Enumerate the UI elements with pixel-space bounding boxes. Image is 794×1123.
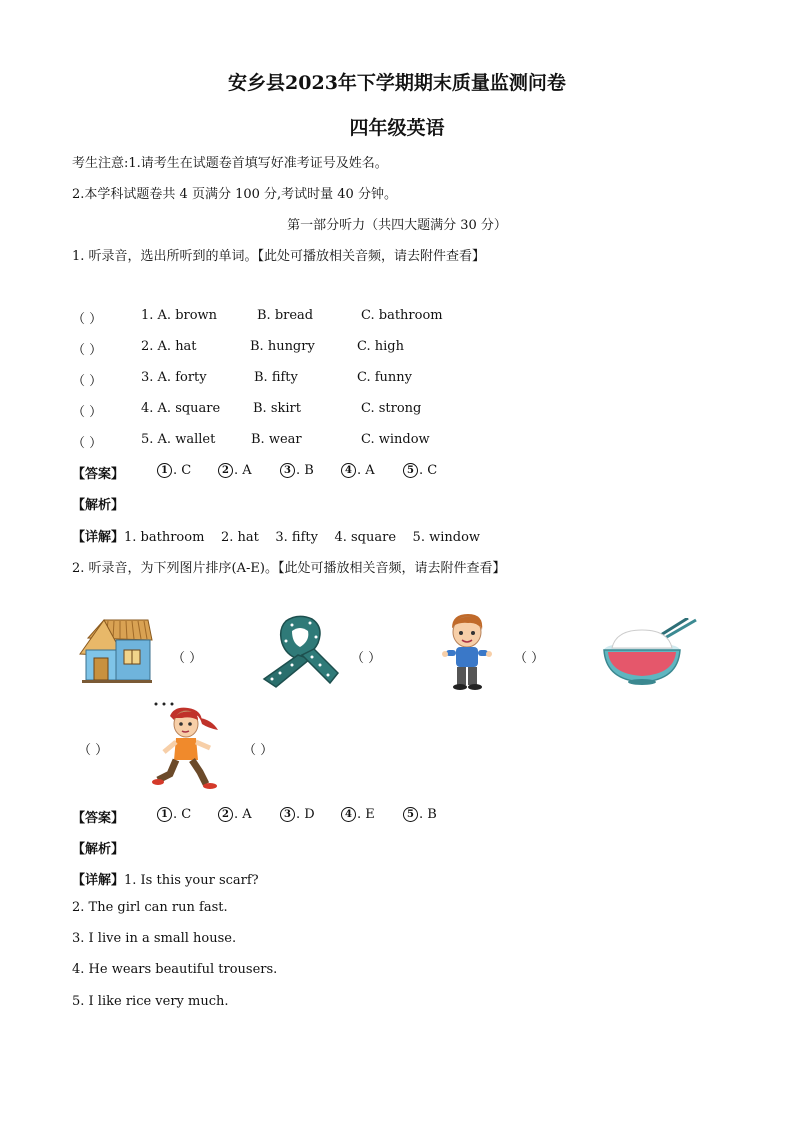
option-a: 1. A. brown — [141, 308, 218, 323]
picture-bracket: （ ） — [172, 651, 203, 666]
answer-value: . A — [234, 463, 252, 478]
q2-answer-3 — [280, 807, 315, 822]
answer-bracket: （ ） — [72, 436, 103, 451]
answer-value: . B — [419, 807, 437, 822]
detail-label: 【详解】 — [72, 530, 125, 545]
circled-number: 3 — [280, 807, 295, 822]
q1-answer-5 — [403, 463, 437, 478]
q2-detail-3: 3. I live in a small house. — [72, 931, 237, 946]
option-c: C. window — [361, 432, 430, 447]
option-b: B. skirt — [253, 401, 301, 416]
option-c: C. high — [357, 339, 404, 354]
q2-answer-2 — [218, 807, 252, 822]
q1-detail — [72, 526, 480, 545]
q1-answer-4 — [341, 463, 375, 478]
answer-value: . D — [296, 807, 315, 822]
circled-number: 1 — [157, 463, 172, 478]
q2-answer-5 — [403, 807, 437, 822]
q2-detail-5: 5. I like rice very much. — [72, 994, 229, 1009]
option-b: B. fifty — [254, 370, 298, 385]
circled-number: 1 — [157, 807, 172, 822]
answer-bracket: （ ） — [72, 405, 103, 420]
q2-detail-2: 2. The girl can run fast. — [72, 900, 228, 915]
q1-answer-label: 【答案】 — [72, 467, 125, 482]
boy-icon — [440, 610, 494, 692]
q2-detail-4: 4. He wears beautiful trousers. — [72, 962, 278, 977]
option-a: 2. A. hat — [141, 339, 197, 354]
q2-answer-label: 【答案】 — [72, 811, 125, 826]
picture-bracket: （ ） — [243, 743, 274, 758]
q1-answer-1 — [157, 463, 191, 478]
q2-detail-1 — [72, 869, 259, 888]
option-b: B. wear — [251, 432, 302, 447]
q2-answer-1 — [157, 807, 191, 822]
q2-answer-4 — [341, 807, 375, 822]
answer-value: . A — [357, 463, 375, 478]
circled-number: 4 — [341, 807, 356, 822]
option-b: B. bread — [257, 308, 314, 323]
option-c: C. strong — [361, 401, 422, 416]
running-girl-icon — [152, 702, 224, 790]
part-heading: 第一部分听力（共四大题满分 30 分） — [287, 218, 507, 233]
circled-number: 4 — [341, 463, 356, 478]
answer-value: . E — [357, 807, 375, 822]
option-a: 4. A. square — [141, 401, 221, 416]
note-line-1: 考生注意:1.请考生在试题卷首填写好准考证号及姓名。 — [72, 156, 388, 171]
q1-answer-2 — [218, 463, 252, 478]
q2-prompt: 2. 听录音，为下列图片排序(A-E)。【此处可播放相关音频，请去附件查看】 — [72, 561, 506, 576]
option-a: 5. A. wallet — [141, 432, 216, 447]
circled-number: 2 — [218, 463, 233, 478]
answer-value: . B — [296, 463, 314, 478]
circled-number: 5 — [403, 807, 418, 822]
option-b: B. hungry — [250, 339, 315, 354]
q1-analysis-label: 【解析】 — [72, 498, 125, 513]
detail-text: 1. Is this your scarf? — [124, 873, 259, 888]
detail-text: 1. bathroom 2. hat 3. fifty 4. square 5. window — [124, 530, 481, 545]
option-c: C. funny — [357, 370, 413, 385]
page-subtitle: 四年级英语 — [349, 117, 445, 139]
picture-bracket: （ ） — [514, 651, 545, 666]
answer-value: . C — [173, 463, 192, 478]
q1-prompt: 1. 听录音，选出所听到的单词。【此处可播放相关音频，请去附件查看】 — [72, 249, 486, 264]
rice-bowl-icon — [602, 618, 698, 686]
house-icon — [78, 618, 154, 684]
page-title: 安乡县2023年下学期期末质量监测问卷 — [228, 72, 566, 94]
answer-bracket: （ ） — [72, 343, 103, 358]
answer-bracket: （ ） — [72, 374, 103, 389]
q2-analysis-label: 【解析】 — [72, 842, 125, 857]
answer-value: . C — [419, 463, 438, 478]
scarf-icon — [258, 613, 340, 689]
circled-number: 2 — [218, 807, 233, 822]
answer-bracket: （ ） — [72, 312, 103, 327]
detail-label: 【详解】 — [72, 873, 125, 888]
answer-value: . A — [234, 807, 252, 822]
option-a: 3. A. forty — [141, 370, 207, 385]
answer-value: . C — [173, 807, 192, 822]
circled-number: 3 — [280, 463, 295, 478]
picture-bracket: （ ） — [78, 743, 109, 758]
circled-number: 5 — [403, 463, 418, 478]
q1-answer-3 — [280, 463, 314, 478]
note-line-2: 2.本学科试题卷共 4 页满分 100 分,考试时量 40 分钟。 — [72, 187, 397, 202]
picture-bracket: （ ） — [351, 651, 382, 666]
option-c: C. bathroom — [361, 308, 443, 323]
